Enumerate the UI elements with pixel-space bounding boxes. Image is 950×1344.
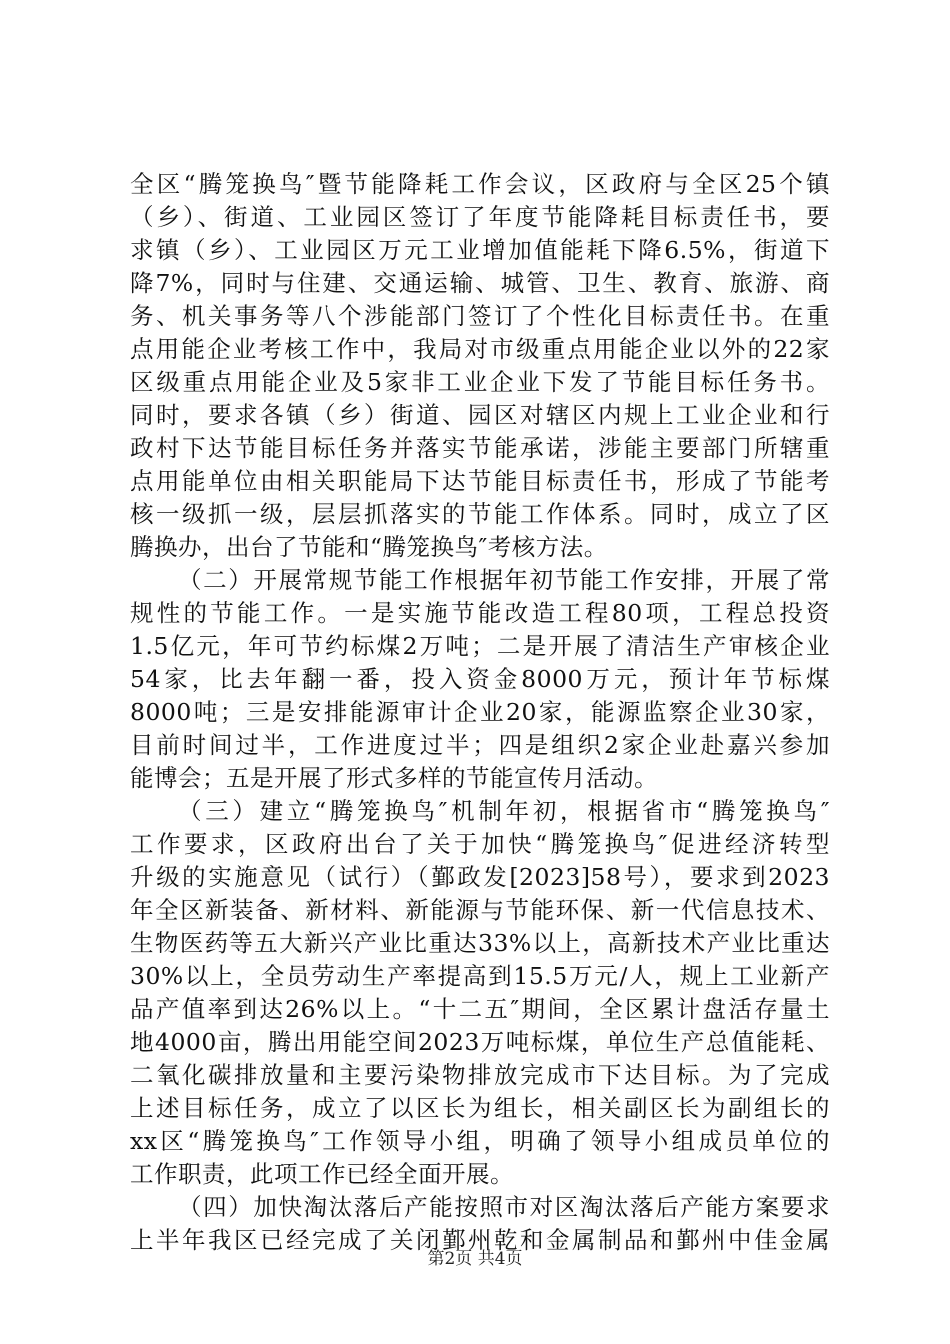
text-line: （二）开展常规节能工作根据年初节能工作安排，开展了常 [178,566,830,594]
text-line: 工作职责，此项工作已经全面开展。 [130,1160,514,1188]
document-body [130,168,830,1257]
text-line: （乡）、街道、工业园区签订了年度节能降耗目标责任书，要 [130,203,830,231]
text-line: 54家，比去年翻一番，投入资金8000万元，预计年节标煤 [130,665,830,693]
text-line: 规性的节能工作。一是实施节能改造工程80项，工程总投资 [130,599,830,627]
text-line: 生物医药等五大新兴产业比重达33%以上，高新技术产业比重达 [130,929,830,957]
text-line: 30%以上，全员劳动生产率提高到15.5万元/人，规上工业新产 [130,962,830,990]
text-line: 年全区新装备、新材料、新能源与节能环保、新一代信息技术、 [130,896,830,924]
text-line: 上述目标任务，成立了以区长为组长，相关副区长为副组长的 [130,1094,830,1122]
text-line: 点用能单位由相关职能局下达节能目标责任书，形成了节能考 [130,467,830,495]
text-line: 降7%，同时与住建、交通运输、城管、卫生、教育、旅游、商 [130,269,830,297]
text-line: 品产值率到达26%以上。“十二五″期间，全区累计盘活存量土 [130,995,830,1023]
text-line: 务、机关事务等八个涉能部门签订了个性化目标责任书。在重 [130,302,830,330]
text-line: 1.5亿元，年可节约标煤2万吨；二是开展了清洁生产审核企业 [130,632,830,660]
text-line: 全区“腾笼换鸟″暨节能降耗工作会议，区政府与全区25个镇 [130,170,830,198]
text-line: 能博会；五是开展了形式多样的节能宣传月活动。 [130,764,658,792]
text-line: 政村下达节能目标任务并落实节能承诺，涉能主要部门所辖重 [130,434,830,462]
text-line: （四）加快淘汰落后产能按照市对区淘汰落后产能方案要求 [178,1193,830,1221]
text-line: 核一级抓一级，层层抓落实的节能工作体系。同时，成立了区 [130,500,830,528]
text-line: 地4000亩，腾出用能空间2023万吨标煤，单位生产总值能耗、 [130,1028,830,1056]
text-line: （三）建立“腾笼换鸟″机制年初，根据省市“腾笼换鸟″ [178,797,830,825]
page-number: 第2页 共4页 [427,1249,523,1269]
text-line: 工作要求，区政府出台了关于加快“腾笼换鸟″促进经济转型 [130,830,830,858]
text-line: 二氧化碳排放量和主要污染物排放完成市下达目标。为了完成 [130,1061,830,1089]
text-line: 同时，要求各镇（乡）街道、园区对辖区内规上工业企业和行 [130,401,830,429]
text-line: 目前时间过半，工作进度过半；四是组织2家企业赴嘉兴参加 [130,731,830,759]
text-line: 点用能企业考核工作中，我局对市级重点用能企业以外的22家 [130,335,830,363]
text-line: 区级重点用能企业及5家非工业企业下发了节能目标任务书。 [130,368,830,396]
text-line: 腾换办，出台了节能和“腾笼换鸟″考核方法。 [130,533,608,561]
text-line: xx区“腾笼换鸟″工作领导小组，明确了领导小组成员单位的 [130,1127,830,1155]
page-footer [0,1244,950,1269]
text-line: 上半年我区已经完成了关闭鄞州乾和金属制品和鄞州中佳金属 [130,1226,830,1254]
text-line: 升级的实施意见（试行）（鄞政发[2023]58号），要求到2023 [130,863,830,891]
text-line: 8000吨；三是安排能源审计企业20家，能源监察企业30家， [130,698,830,726]
text-line: 求镇（乡）、工业园区万元工业增加值能耗下降6.5%，街道下 [130,236,830,264]
